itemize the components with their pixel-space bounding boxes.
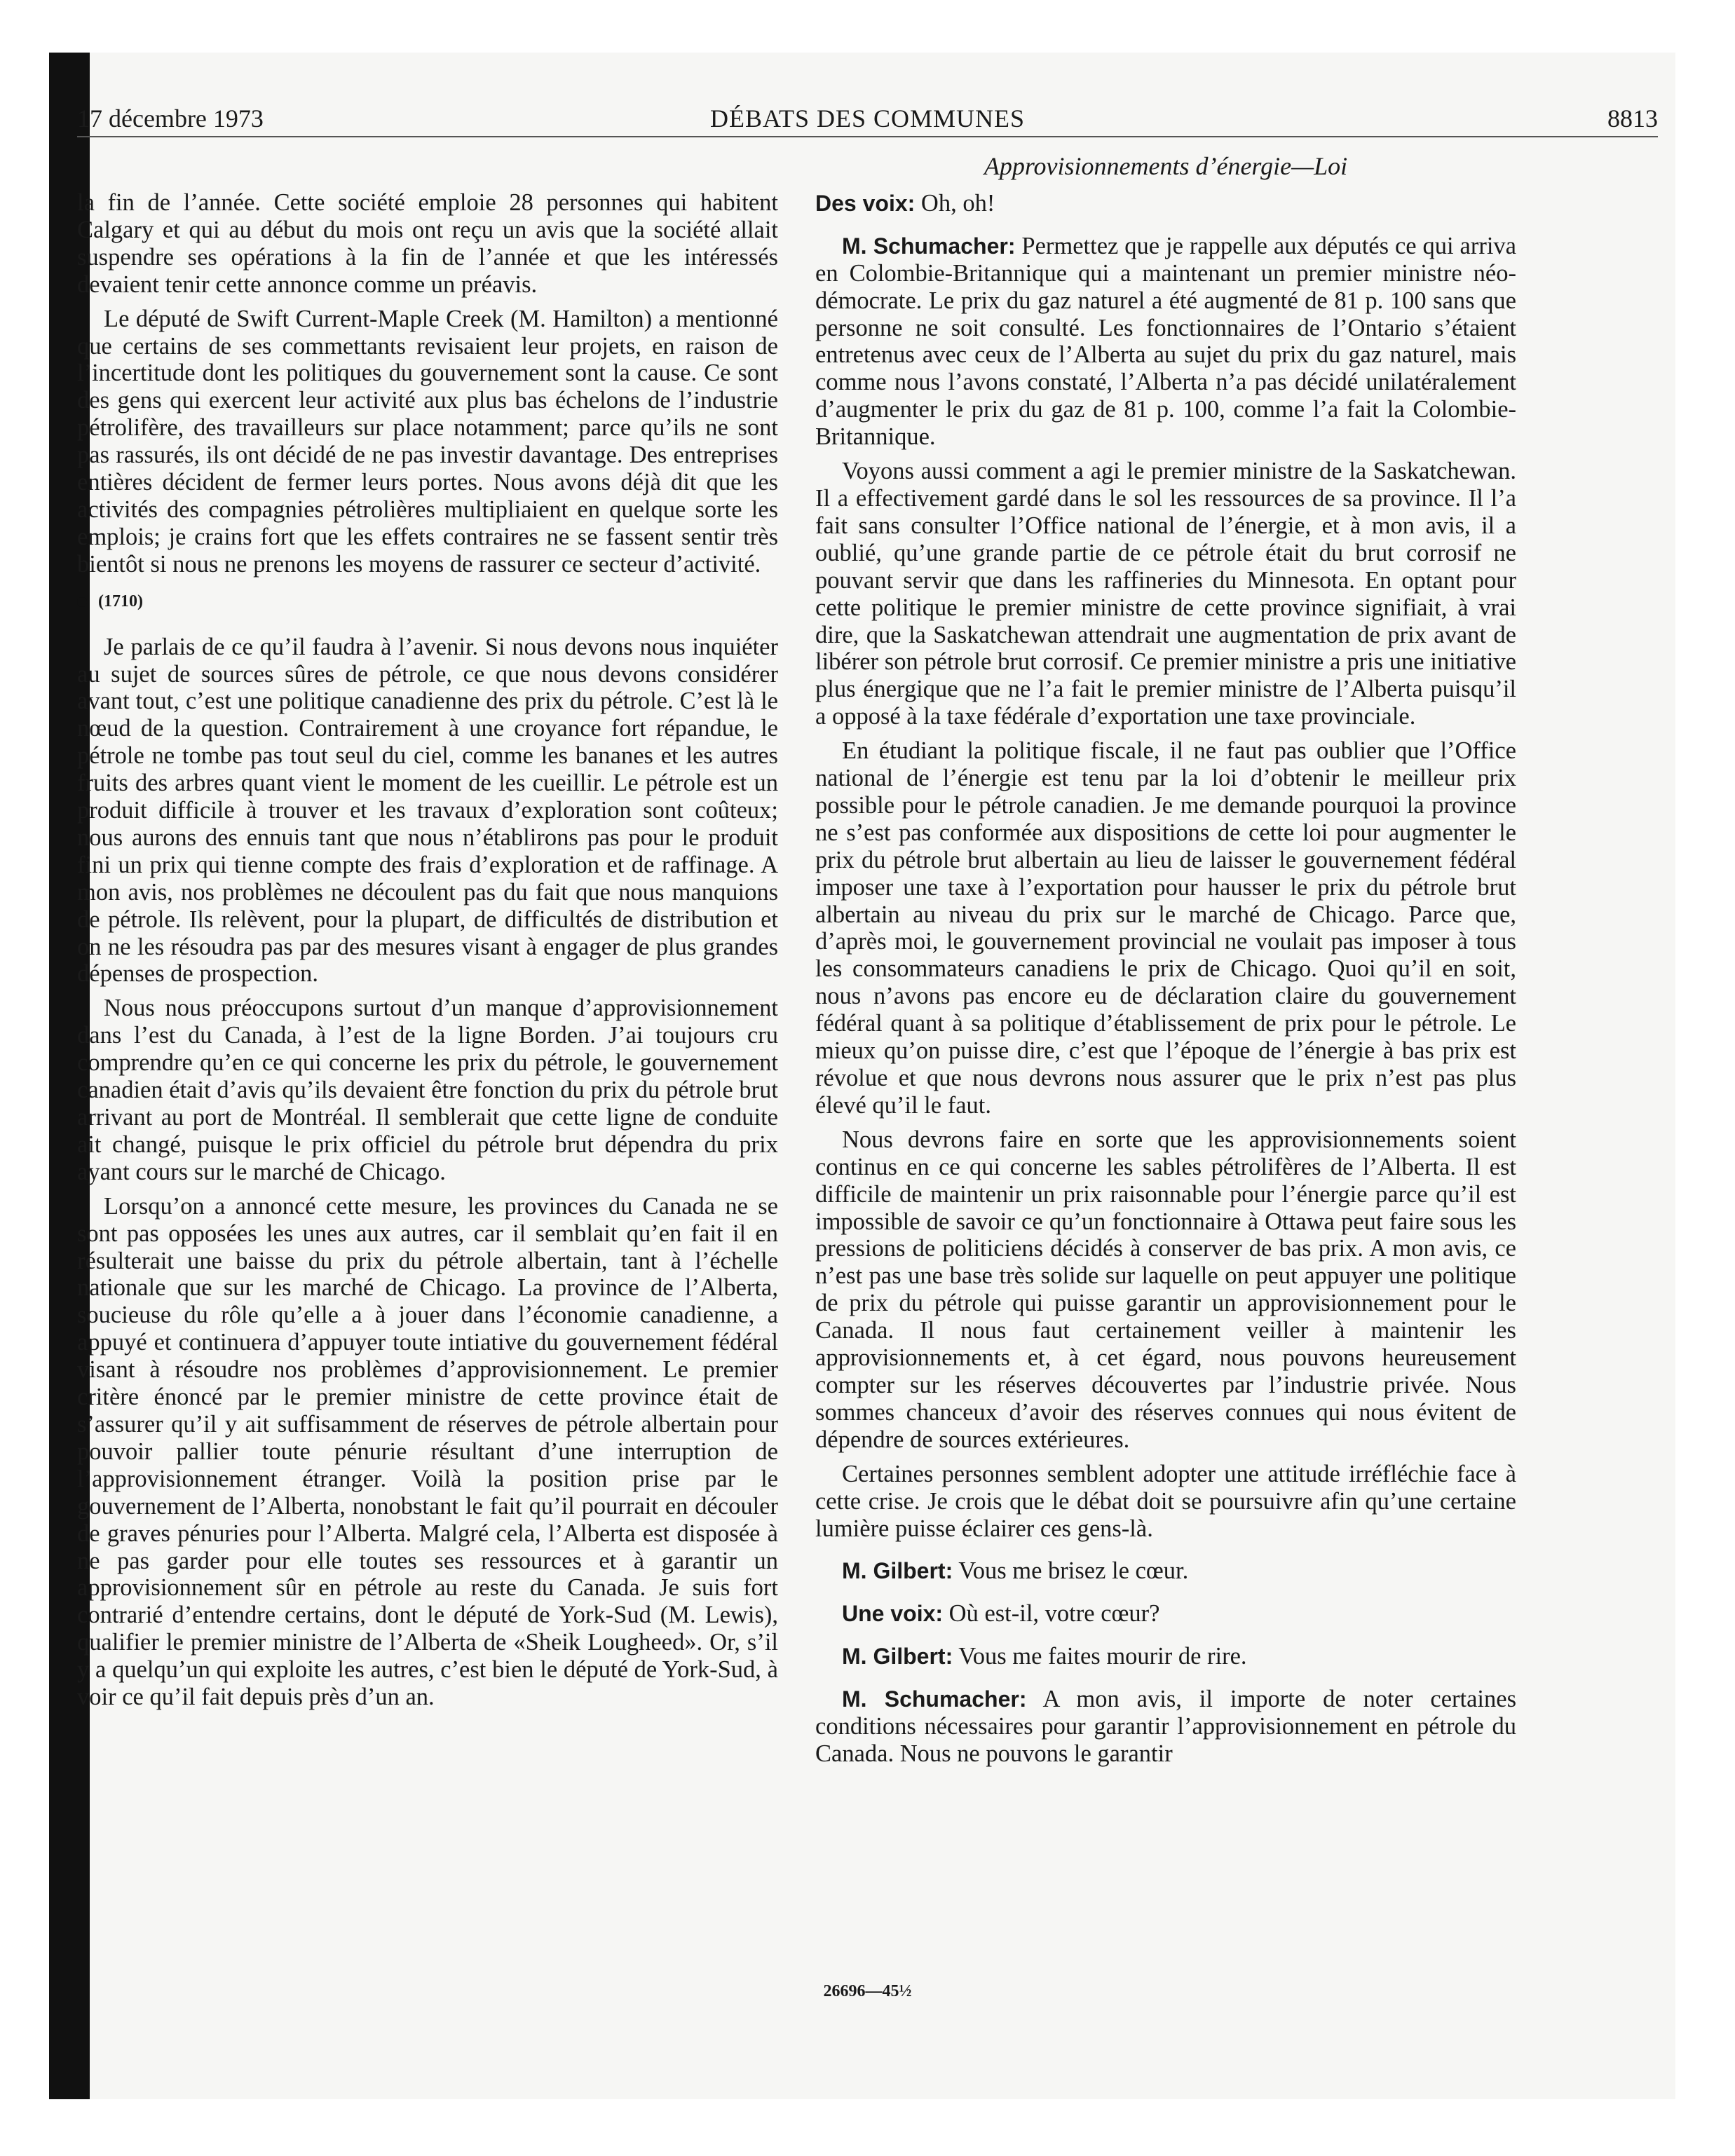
page-number: 8813 (1607, 104, 1658, 132)
speech-text: Vous me brisez le cœur. (953, 1557, 1189, 1585)
footer-code: 26696—45½ (823, 1982, 912, 2000)
speaker-name: Une voix: (842, 1601, 944, 1627)
left-column (77, 189, 778, 1718)
paragraph: Certaines personnes semblent adopter une attitude irréfléchie face à cette crise. Je crois que le débat doit se poursuivre afin qu’une certaine lumière puisse éclairer ces gens-là. (815, 1460, 1516, 1542)
section-title: Approvisionnements d’énergie—Loi (984, 152, 1348, 180)
paragraph: Je parlais de ce qu’il faudra à l’avenir. Si nous devons nous inquiéter au sujet de sources sûres de pétrole, ce que nous devons considérer avant tout, c’est une politique canadienne des prix du pétrole. C’est là le nœud de la question. Contrairement à une croyance fort répandue, le pétrole ne tombe pas tout seul du ciel, comme les bananes et les autres fruits des arbres quant vient le moment de les cueillir. Le pétrole est un produit difficile à trouver et les travaux d’exploration sont coûteux; nous aurons des ennuis tant que nous n’établirons pas pour le produit fini un prix qui tienne compte des frais d’exploration et de raffinage. A mon avis, nos problèmes ne découlent pas du fait que nous manquions de pétrole. Ils relèvent, pour la plupart, de difficultés de distribution et on ne les résoudra pas par des mesures visant à engager de plus grandes dépenses de prospection. (77, 633, 778, 988)
paragraph: la fin de l’année. Cette société emploie 28 personnes qui habitent Calgary et qui au début du mois ont reçu un avis que la société allait suspendre ses opérations à la fin de l’année et que les intéressés devaient tenir cette annonce comme un préavis. (77, 189, 778, 298)
speech (815, 1643, 1516, 1670)
speech (815, 190, 1516, 217)
speaker-name: M. Gilbert: (842, 1644, 953, 1670)
speaker-name: M. Schumacher: (842, 1686, 1027, 1712)
speaker-name: M. Gilbert: (842, 1558, 953, 1584)
paragraph: Nous devrons faire en sorte que les approvisionnements soient continus en ce qui concerne les sables pétrolifères de l’Alberta. Il est difficile de maintenir un prix raisonnable pour l’énergie parce qu’il est impossible de savoir ce qu’un fonctionnaire à Ottawa peut faire sous les pressions de politiciens décidés à conserver de bas prix. A mon avis, ce n’est pas une base très solide sur laquelle on peut appuyer une politique de prix du pétrole qui puisse garantir un approvisionnement pour le Canada. Il nous faut certainement veiller à maintenir les approvisionnements et, à cet égard, nous pouvons heureusement compter sur les réserves découvertes par l’industrie privée. Nous sommes chanceux d’avoir des réserves connues qui nous évitent de dépendre de sources extérieures. (815, 1126, 1516, 1453)
speech-text: Où est-il, votre cœur? (943, 1600, 1160, 1628)
speech (815, 233, 1516, 451)
paragraph: Voyons aussi comment a agi le premier ministre de la Saskatchewan. Il a effectivement gardé dans le sol les ressources de sa province. Il l’a fait sans consulter l’Office national de l’énergie, et à mon avis, il a oublié, qu’une grande partie de ce pétrole était du brut corrosif ne pouvant servir que dans les raffineries du Minnesota. En optant pour cette politique le premier ministre de cette province signifiait, à vrai dire, que la Saskatchewan attendrait une augmentation de prix avant de libérer son pétrole brut corrosif. Ce premier ministre a pris une initiative plus énergique que ne l’a fait le premier ministre de l’Alberta puisqu’il a opposé à la taxe fédérale d’exportation une taxe provinciale. (815, 458, 1516, 730)
speech-text: Vous me faites mourir de rire. (953, 1643, 1247, 1670)
speech (815, 1600, 1516, 1628)
speech (815, 1557, 1516, 1585)
time-marker (77, 588, 778, 615)
speech-text: Oh, oh! (915, 189, 995, 217)
time-marker-label: (1710) (98, 592, 143, 610)
header-title: DÉBATS DES COMMUNES (709, 104, 1026, 132)
right-column (815, 153, 1516, 1775)
paragraph: Lorsqu’on a annoncé cette mesure, les provinces du Canada ne se sont pas opposées les unes aux autres, car il semblait qu’en fait il en résulterait une baisse du prix du pétrole albertain, tant à l’échelle nationale que sur les marché de Chicago. La province de l’Alberta, soucieuse du rôle qu’elle a à jouer dans l’économie canadienne, a appuyé et continuera d’appuyer toute intiative du gouvernement fédéral visant à résoudre nos problèmes d’approvisionnement. Le premier critère énoncé par le premier ministre de cette province était de s’assurer qu’il y ait suffisamment de réserves de pétrole albertain pour pouvoir pallier toute pénurie résultant d’une interruption de l’approvisionnement étranger. Voilà la position prise par le gouvernement de l’Alberta, nonobstant le fait qu’il pourrait en découler de graves pénuries pour l’Alberta. Malgré cela, l’Alberta est disposée à ne pas garder pour elle toutes ses ressources et à garantir un approvisionnement sûr en pétrole au reste du Canada. Je suis fort contrarié d’entendre certains, dont le député de York-Sud (M. Lewis), qualifier le premier ministre de l’Alberta de «Sheik Lougheed». Or, s’il y a quelqu’un qui exploite les autres, c’est bien le député de York-Sud, à voir ce qu’il fait depuis près d’un an. (77, 1192, 778, 1711)
paragraph: En étudiant la politique fiscale, il ne faut pas oublier que l’Office national de l’énergie est tenu par la loi d’obtenir le meilleur prix possible pour le pétrole canadien. Je me demande pourquoi la province ne s’est pas conformée aux dispositions de cette loi pour augmenter le prix du pétrole brut albertain au lieu de laisser le gouvernement fédéral imposer une taxe à l’exportation pour hausser le prix du pétrole brut albertain au niveau du prix sur le marché de Chicago. Parce que, d’après moi, le gouvernement provincial ne voulait pas imposer à tous les consommateurs canadiens le prix de Chicago. Quoi qu’il en soit, nous n’avons pas encore eu de déclaration claire du gouvernement fédéral quant à sa politique d’établissement de prix pour le pétrole. Le mieux qu’on puisse dire, c’est que l’époque de l’énergie à bas prix est révolue et que nous devrons nous assurer que le prix n’est pas plus élevé qu’il le faut. (815, 737, 1516, 1119)
speech-text: Permettez que je rappelle aux députés ce qui arriva en Colombie-Britannique qui a maintenant un premier ministre néo-démocrate. Le prix du gaz naturel a été augmenté de 81 p. 100 sans que personne ne soit consulté. Les fonctionnaires de l’Ontario s’étaient entretenus avec ceux de l’Alberta au sujet du prix du gaz naturel, mais comme nous l’avons constaté, l’Alberta n’a pas décidé unilatéralement d’augmenter le prix du gaz de 81 p. 100, comme l’a fait la Colombie-Britannique. (815, 232, 1516, 451)
bullet-icon (77, 597, 87, 607)
header-date: 17 décembre 1973 (77, 104, 264, 132)
speaker-name: M. Schumacher: (842, 233, 1016, 259)
speech-text: A mon avis, il importe de noter certaines conditions nécessaires pour garantir l’approvisionnement en pétrole du Canada. Nous ne pouvons le garantir (815, 1686, 1516, 1767)
paragraph: Nous nous préoccupons surtout d’un manque d’approvisionnement dans l’est du Canada, à l’est de la ligne Borden. J’ai toujours cru comprendre qu’en ce qui concerne les prix du pétrole, le gouvernement canadien était d’avis qu’ils devaient être fonction du prix du pétrole brut arrivant au port de Montréal. Il semblerait que cette ligne de conduite ait changé, puisque le prix officiel du pétrole brut dépendra du prix ayant cours sur le marché de Chicago. (77, 995, 778, 1185)
speaker-name: Des voix: (815, 190, 916, 216)
running-header (77, 104, 1658, 137)
paragraph: Le député de Swift Current-Maple Creek (M. Hamilton) a mentionné que certains de ses commettants revisaient leur projets, en raison de l’incertitude dont les politiques du gouvernement sont la cause. Ce sont des gens qui exercent leur activité aux plus bas échelons de l’industrie pétrolifère, des travailleurs sur place notamment; parce qu’ils ne sont pas rassurés, ils ont décidé de ne pas investir davantage. Des entreprises entières décident de fermer leurs portes. Nous avons déjà dit que les activités des compagnies pétrolières multipliaient en quelque sorte les emplois; je crains fort que les effets contraires ne se fassent sentir très bientôt si nous ne prenons les moyens de rassurer ce secteur d’activité. (77, 305, 778, 578)
speech (815, 1686, 1516, 1768)
